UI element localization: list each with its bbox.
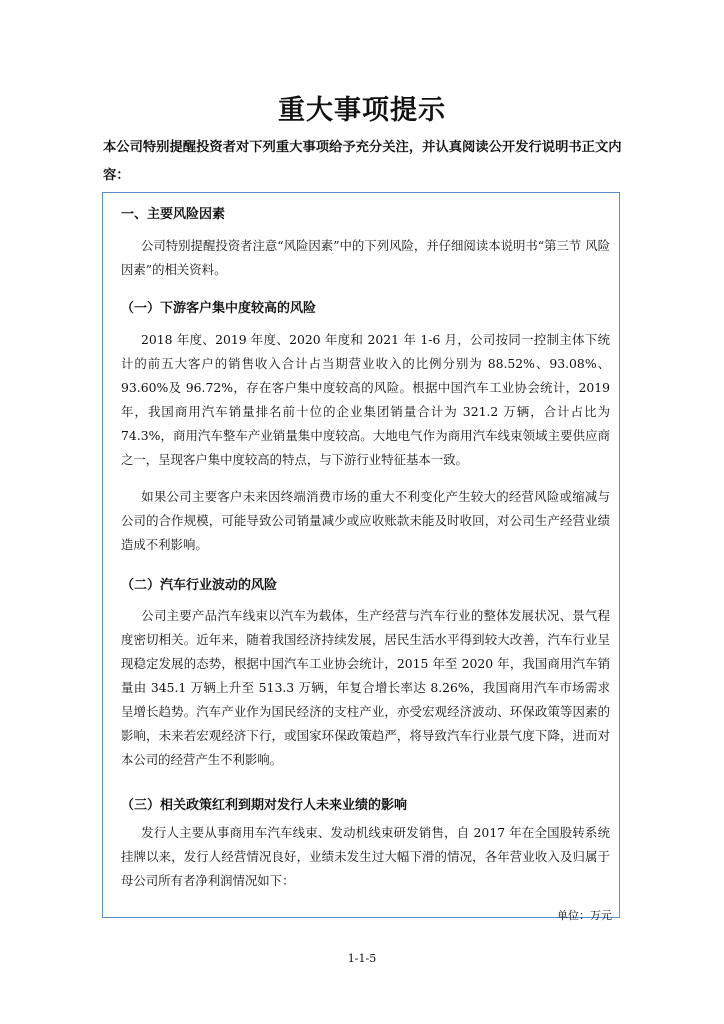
paragraph-industry-fluctuation: 公司主要产品汽车线束以汽车为载体，生产经营与汽车行业的整体发展状况、景气程度密切相关。近年来，随着我国经济持续发展，居民生活水平得到较大改善，汽车行业呈现稳定发展的态势，根据中国汽车工业协会统计，2015 年至 2020 年，我国商用汽车销量由 345.1 万辆上升至 513.3 万辆，年复合增长率达 8.26%，我国商用汽车市场需求呈增长趋势。汽车产业作为国民经济的支柱产业，亦受宏观经济波动、环保政策等因素的影响，未来若宏观经济下行，或国家环保政策趋严，将导致汽车行业景气度下降，进而对本公司的经营产生不利影响。 xyxy=(121,608,610,767)
page-title: 重大事项提示 xyxy=(278,95,446,126)
paragraph-customer-concentration-2: 如果公司主要客户未来因终端消费市场的重大不利变化产生较大的经营风险或缩减与公司的合作规模，可能导致公司销量减少或应收账款未能及时收回，对公司生产经营业绩造成不利影响。 xyxy=(121,489,610,552)
section-heading-main-risks: 一、主要风险因素 xyxy=(121,207,226,222)
section-paragraph-main-risks: 公司特别提醒投资者注意“风险因素”中的下列风险，并仔细阅读本说明书“第三节 风险因素”的相关资料。 xyxy=(121,238,611,277)
table-unit-label: 单位：万元 xyxy=(557,909,612,922)
paragraph-policy-dividend: 发行人主要从事商用车汽车线束、发动机线束研发销售，自 2017 年在全国股转系统挂牌以来，发行人经营情况良好，业绩未发生过大幅下滑的情况，各年营业收入及归属于母公司所有者净利润情况如下： xyxy=(121,825,610,888)
paragraph-customer-concentration-1: 2018 年度、2019 年度、2020 年度和 2021 年 1-6 月，公司按同一控制主体下统计的前五大客户的销售收入合计占当期营业收入的比例分别为 88.52%、93.08%、93.60%及 96.72%，存在客户集中度较高的风险。根据中国汽车工业协会统计，2019 年，我国商用汽车销量排名前十位的企业集团销量合计为 321.2 万辆，合计占比为 74.3%，商用汽车整车产业销量集中度较高。大地电气作为商用汽车线束领域主要供应商之一，呈现客户集中度较高的特点，与下游行业特征基本一致。 xyxy=(121,332,610,467)
subheading-customer-concentration: （一）下游客户集中度较高的风险 xyxy=(121,301,317,316)
subheading-policy-dividend: （三）相关政策红利到期对发行人未来业绩的影响 xyxy=(121,798,408,813)
subheading-industry-fluctuation: （二）汽车行业波动的风险 xyxy=(121,578,278,593)
intro-notice: 本公司特别提醒投资者对下列重大事项给予充分关注，并认真阅读公开发行说明书正文内容： xyxy=(103,140,622,183)
page-number: 1-1-5 xyxy=(347,952,377,965)
